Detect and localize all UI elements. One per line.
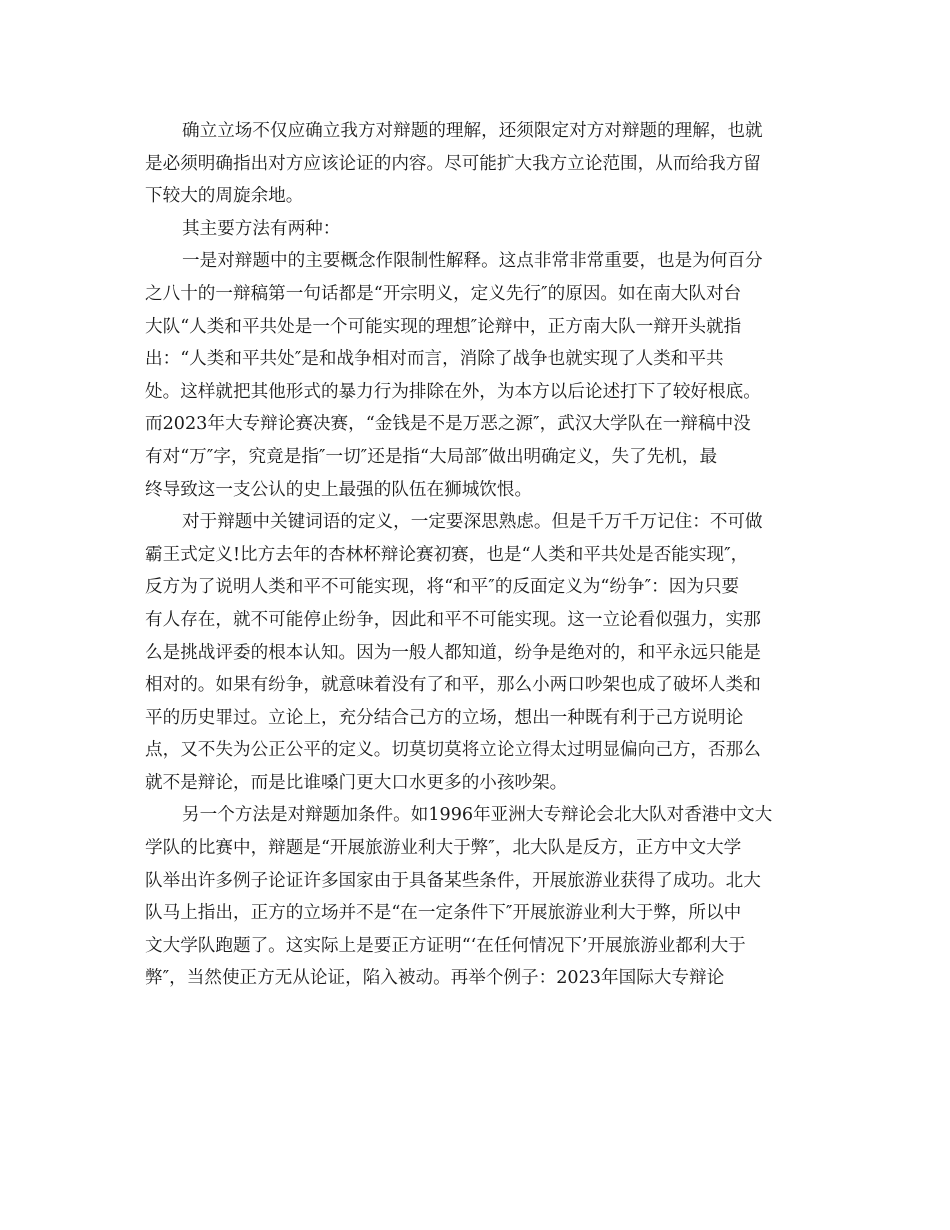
text-line: 是必须明确指出对方应该论证的内容。尽可能扩大我方立论范围，从而给我方留 — [145, 153, 761, 174]
text-line: 有人存在，就不可能停止纷争，因此和平不可能实现。这一立论看似强力，实那 — [145, 609, 761, 630]
text-line: 反方为了说明人类和平不可能实现，将“和平″的反面定义为“纷争″：因为只要 — [145, 577, 740, 598]
text-line: 之八十的一辩稿第一句话都是“开宗明义，定义先行″的原因。如在南大队对台 — [145, 283, 742, 304]
text-line: 确立立场不仅应确立我方对辩题的理解，还须限定对方对辩题的理解，也就 — [182, 121, 763, 141]
text-line: 学队的比赛中，辩题是“开展旅游业利大于弊″，北大队是反方，正方中文大学 — [145, 838, 742, 859]
text-line: 霸王式定义!比方去年的杏林杯辩论赛初赛，也是“人类和平共处是否能实现″， — [145, 544, 749, 565]
text-line: 其主要方法有两种： — [182, 218, 341, 239]
text-line: 相对的。如果有纷争，就意味着没有了和平，那么小两口吵架也成了破坏人类和 — [145, 675, 761, 696]
document-body — [145, 115, 810, 995]
text-line: 么是挑战评委的根本认知。因为一般人都知道，纷争是绝对的，和平永远只能是 — [145, 642, 761, 663]
text-line: 一是对辩题中的主要概念作限制性解释。这点非常非常重要，也是为何百分 — [182, 251, 763, 272]
text-line: 就不是辩论，而是比谁嗓门更大口水更多的小孩吵架。 — [145, 772, 568, 793]
text-line: 出：“人类和平共处″是和战争相对而言，消除了战争也就实现了人类和平共 — [145, 349, 724, 370]
text-line: 文大学队跑题了。这实际上是要正方证明“‘在任何情况下’开展旅游业都利大于 — [145, 935, 746, 956]
text-line: 有对“万″字，究竟是指″一切″还是指“大局部″做出明确定义，失了先机，最 — [145, 446, 718, 467]
text-line: 平的历史罪过。立论上，充分结合己方的立场，想出一种既有利于己方说明论 — [145, 707, 744, 728]
text-line: 点，又不失为公正公平的定义。切莫切莫将立论立得太过明显偏向己方，否那么 — [145, 740, 761, 761]
text-line: 而2023年大专辩论赛决赛，“金钱是不是万恶之源″，武汉大学队在一辩稿中没 — [145, 414, 751, 435]
text-line: 弊″，当然使正方无从论证，陷入被动。再举个例子：2023年国际大专辩论 — [145, 968, 725, 989]
text-line: 队马上指出，正方的立场并不是“在一定条件下″开展旅游业利大于弊，所以中 — [145, 903, 742, 924]
text-line: 队举出许多例子论证许多国家由于具备某些条件，开展旅游业获得了成功。北大 — [145, 870, 761, 891]
text-line: 终导致这一支公认的史上最强的队伍在狮城饮恨。 — [145, 479, 533, 500]
text-line: 对于辩题中关键词语的定义，一定要深思熟虑。但是千万千万记住：不可做 — [182, 512, 763, 533]
text-line: 另一个方法是对辩题加条件。如1996年亚洲大专辩论会北大队对香港中文大 — [182, 805, 773, 826]
text-line: 下较大的周旋余地。 — [145, 186, 304, 207]
text-line: 处。这样就把其他形式的暴力行为排除在外，为本方以后论述打下了较好根底。 — [145, 381, 761, 402]
text-line: 大队“人类和平共处是一个可能实现的理想″论辩中，正方南大队一辩开头就指 — [145, 316, 742, 337]
